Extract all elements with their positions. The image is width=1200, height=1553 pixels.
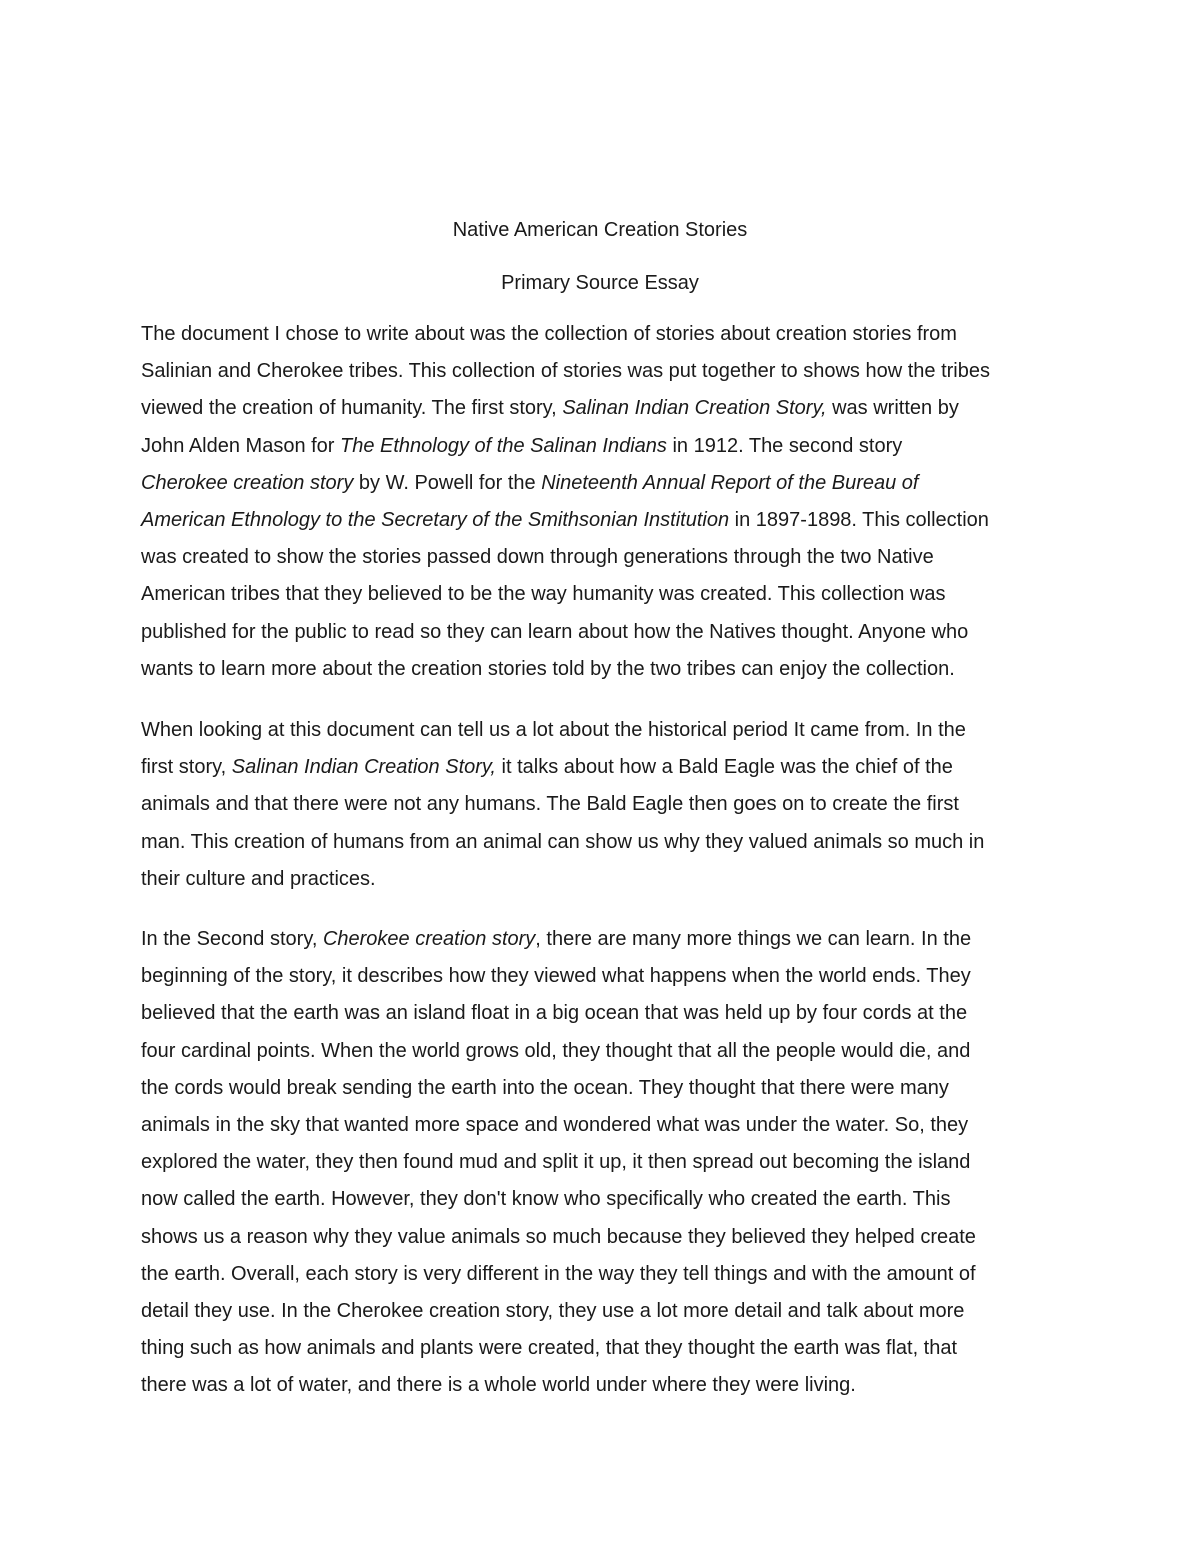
text-line: four cardinal points. When the world grows old, they thought that all the people would die, and [141,1039,971,1062]
italic-title: Cherokee creation story [322,928,536,950]
text-line: viewed the creation of humanity. The first story, Salinan Indian Creation Story, was written by [141,397,959,420]
text-line: explored the water, they then found mud and split it up, it then spread out becoming the island [141,1151,971,1174]
text-line: man. This creation of humans from an animal can show us why they valued animals so much in [141,830,985,853]
italic-title: Salinan Indian Creation Story, [231,756,496,779]
paragraph-3 [141,921,1071,1405]
text-line: published for the public to read so they can learn about how the Natives thought. Anyone who [141,620,969,643]
text-line: animals in the sky that wanted more space and wondered what was under the water. So, they [141,1114,969,1137]
text-line: American Ethnology to the Secretary of the Smithsonian Institution in 1897-1898. This collection [141,509,989,532]
page-subtitle: Primary Source Essay [501,272,699,294]
text-line: Salinian and Cherokee tribes. This collection of stories was put together to shows how the tribes [141,360,990,383]
paragraph-2 [141,712,1071,898]
text-line: there was a lot of water, and there is a whole world under where they were living. [141,1374,856,1397]
text-line: The document I chose to write about was the collection of stories about creation stories from [141,323,957,345]
text-line: wants to learn more about the creation stories told by the two tribes can enjoy the collection. [141,657,955,680]
italic-title: Nineteenth Annual Report of the Bureau of [541,471,919,494]
text-line: was created to show the stories passed down through generations through the two Native [141,546,934,569]
italic-title: Salinan Indian Creation Story, [562,397,827,420]
italic-title: American Ethnology to the Secretary of the Smithsonian Institution [141,509,730,532]
text-line: first story, Salinan Indian Creation Story, it talks about how a Bald Eagle was the chief of the [141,756,953,779]
text-line: In the Second story, Cherokee creation story, there are many more things we can learn. In the [141,928,972,950]
text-line: believed that the earth was an island float in a big ocean that was held up by four cords at the [141,1002,968,1025]
text-line: When looking at this document can tell us a lot about the historical period It came from. In the [141,719,966,741]
text-line: American tribes that they believed to be the way humanity was created. This collection was [141,583,946,606]
text-line: thing such as how animals and plants were created, that they thought the earth was flat, that [141,1337,958,1360]
italic-title: Cherokee creation story [141,471,354,494]
text-line: beginning of the story, it describes how they viewed what happens when the world ends. They [141,965,971,988]
text-line: Cherokee creation story by W. Powell for the Nineteenth Annual Report of the Bureau of [141,471,919,494]
text-line: the cords would break sending the earth into the ocean. They thought that there were many [141,1076,949,1099]
italic-title: The Ethnology of the Salinan Indians [340,434,667,457]
text-line: animals and that there were not any humans. The Bald Eagle then goes on to create the first [141,793,959,816]
page-title: Native American Creation Stories [452,219,748,241]
text-line: John Alden Mason for The Ethnology of the Salinan Indians in 1912. The second story [141,434,903,457]
text-line: shows us a reason why they value animals so much because they believed they helped create [141,1225,976,1248]
text-line: the earth. Overall, each story is very different in the way they tell things and with the amount of [141,1262,976,1285]
text-line: detail they use. In the Cherokee creation story, they use a lot more detail and talk about more [141,1300,965,1323]
paragraph-1 [141,316,1071,688]
text-line: their culture and practices. [141,867,376,890]
text-line: now called the earth. However, they don't know who specifically who created the earth. This [141,1188,951,1211]
